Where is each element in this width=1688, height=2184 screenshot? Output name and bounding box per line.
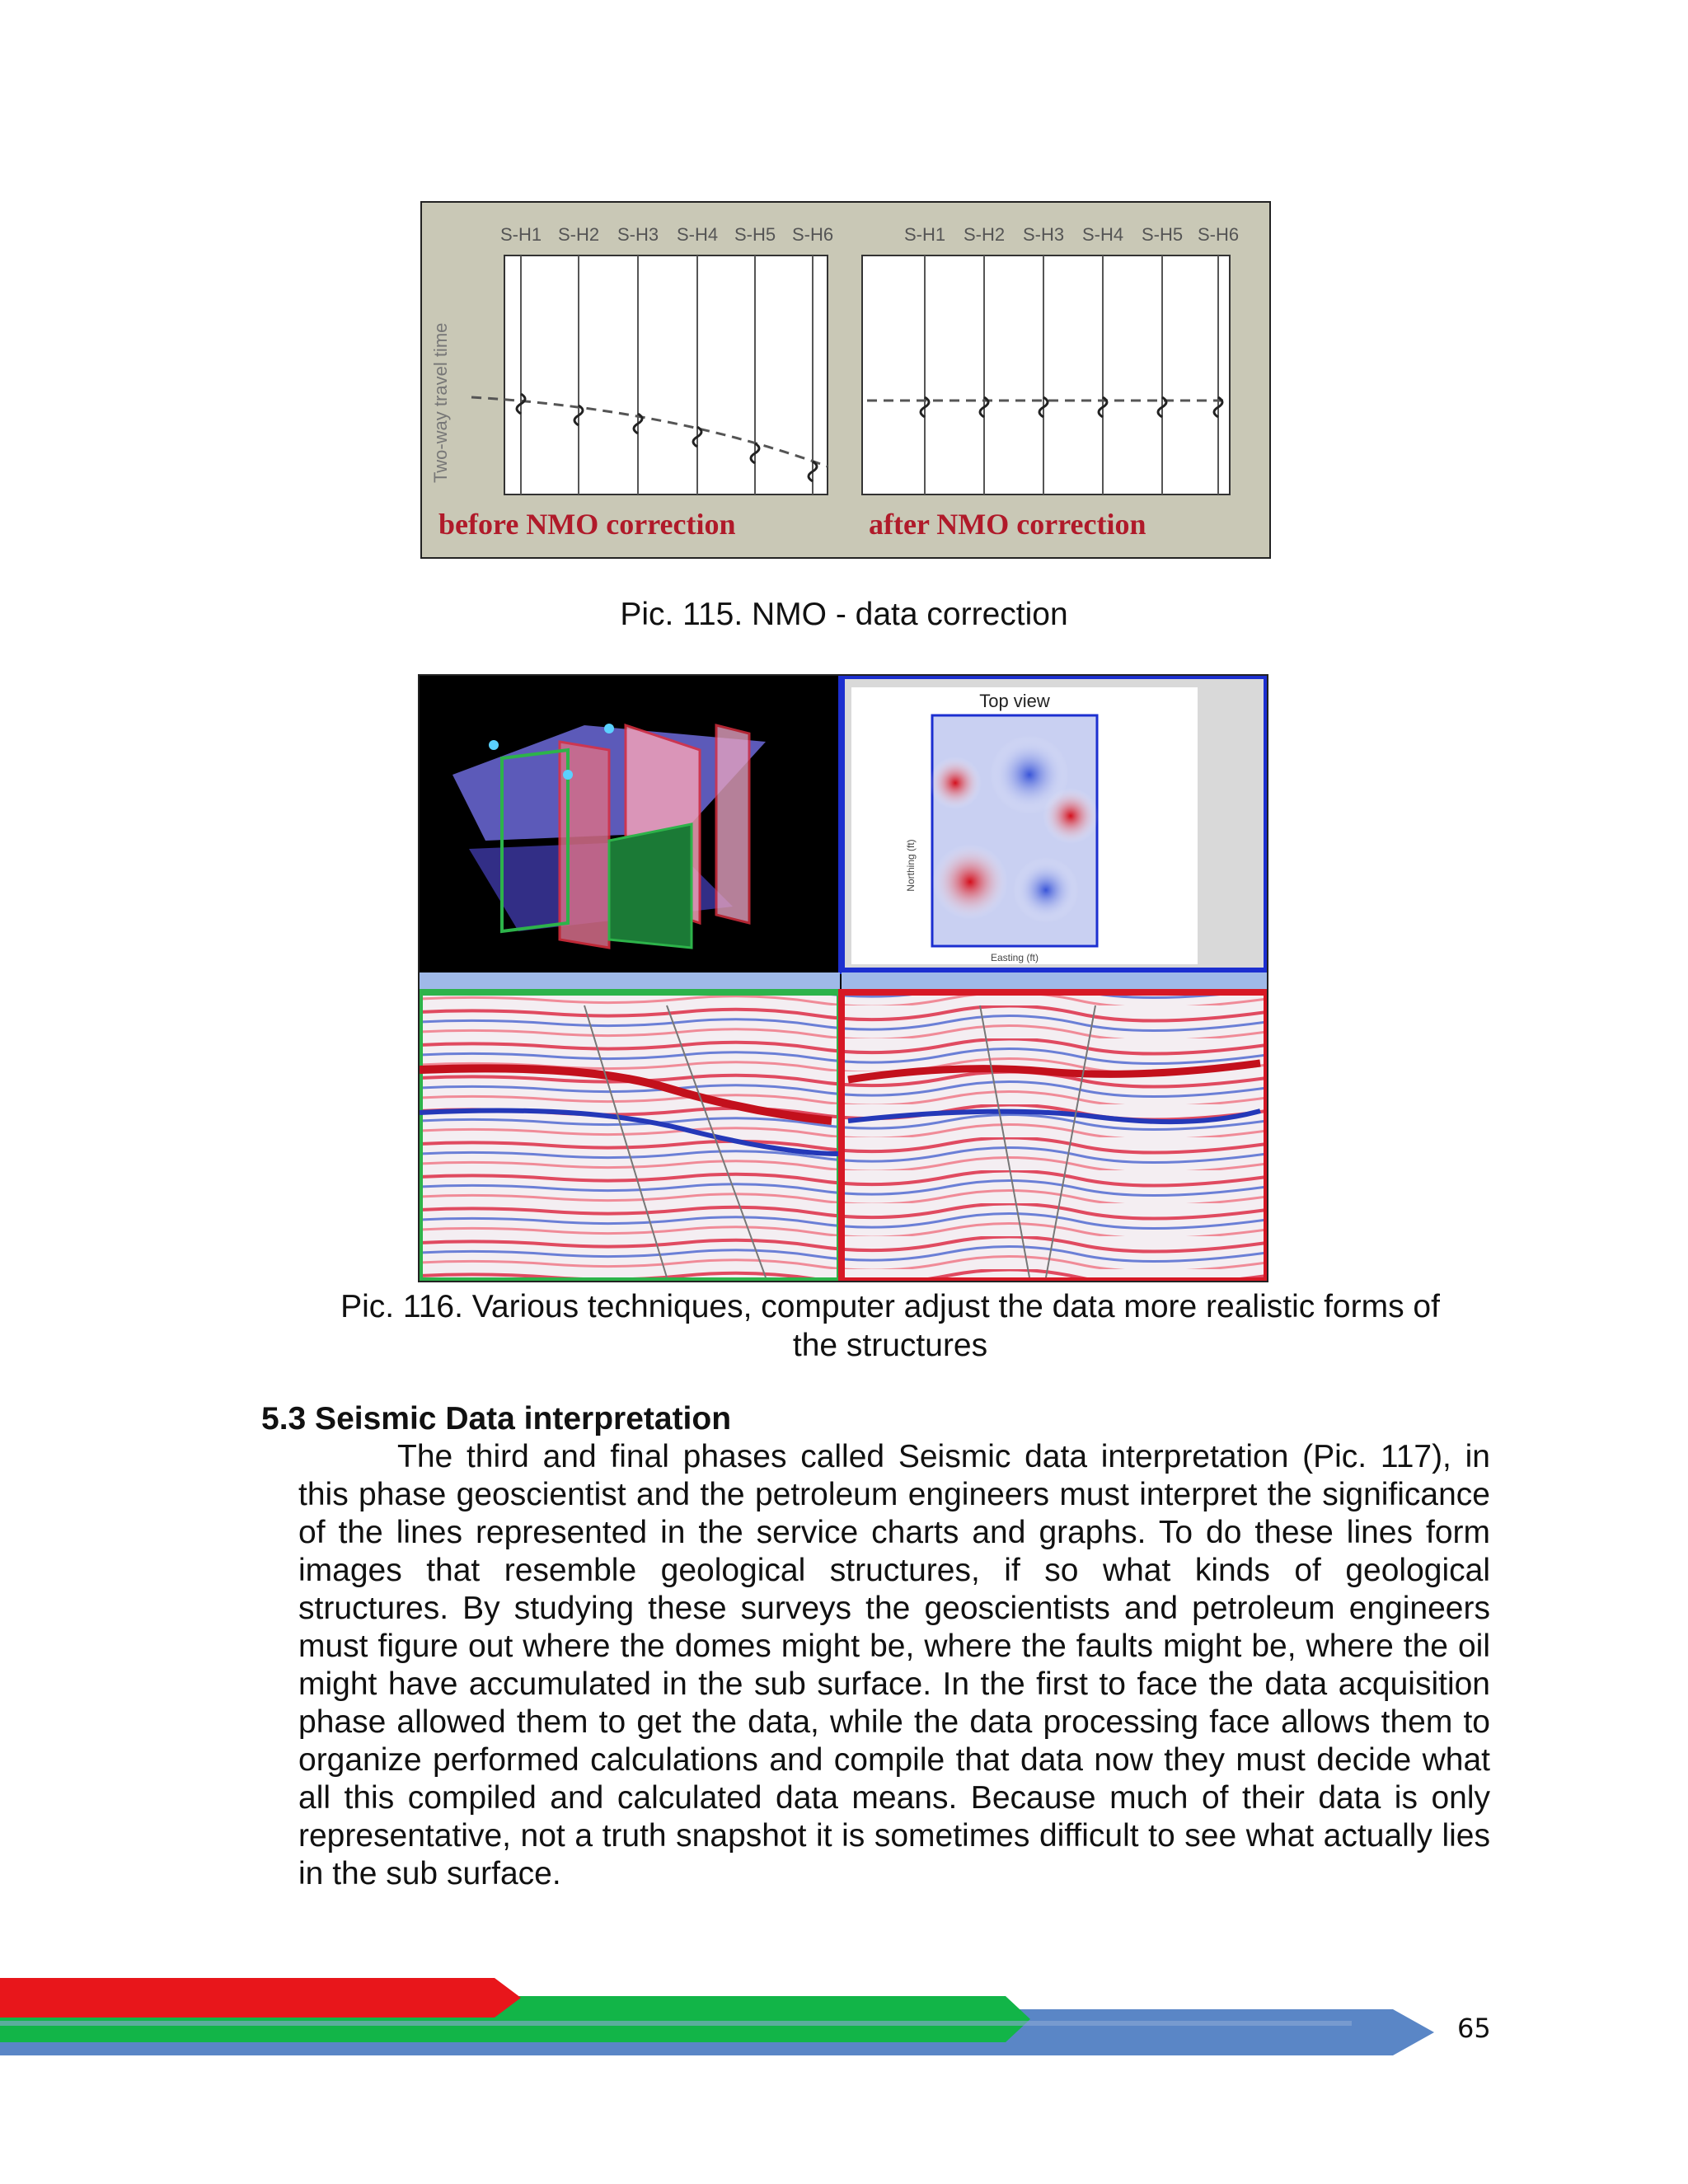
caption-line-2: the structures bbox=[792, 1328, 988, 1363]
figure-115-caption: Pic. 115. NMO - data correction bbox=[620, 597, 1068, 632]
sensor-label: S-H3 bbox=[1022, 224, 1065, 245]
sensor-label: S-H4 bbox=[676, 224, 719, 245]
figure-116-caption bbox=[313, 1287, 1467, 1365]
sensor-label: S-H6 bbox=[791, 224, 834, 245]
seismic-visualization-figure bbox=[418, 674, 1268, 1282]
sensor-label: S-H5 bbox=[1141, 224, 1184, 245]
sensor-label: S-H2 bbox=[557, 224, 600, 245]
sensor-label: S-H1 bbox=[499, 224, 542, 245]
sensor-label: S-H5 bbox=[734, 224, 776, 245]
sensor-label: S-H2 bbox=[963, 224, 1006, 245]
footer-arrow-bar bbox=[0, 1970, 1451, 2060]
seismic-figure-graphic bbox=[420, 676, 1267, 1281]
top-view-label: Top view bbox=[979, 691, 1050, 711]
after-label: after NMO correction bbox=[869, 508, 1146, 541]
body-paragraph: The third and final phases called Seismic data interpretation (Pic. 117), in this phase geoscientist and the petroleum engineers must interpret the significance of the lines represented in the service charts and graphs. To do these lines form images that resemble geological structures, if so what kinds of geological structures. By studying these surveys the geoscientists and petroleum engineers must figure out where the domes might be, where the faults might be, where the oil might have accumulated in the sub surface. In the first to face the data acquisition phase allowed them to get the data, while the data processing face allows them to organize performed calculations and compile that data now they must decide what all this compiled and calculated data means. Because much of their data is only representative, not a truth snapshot it is sometimes difficult to see what actually lies in the sub surface. bbox=[298, 1439, 1490, 1891]
page-number: 65 bbox=[1457, 2013, 1491, 2044]
nmo-figure-graphic bbox=[422, 203, 1269, 557]
section-heading: 5.3 Seismic Data interpretation bbox=[261, 1401, 732, 1436]
caption-line-1: Pic. 116. Various techniques, computer adjust the data more realistic forms of bbox=[340, 1289, 1440, 1324]
sensor-label: S-H6 bbox=[1197, 224, 1240, 245]
before-label: before NMO correction bbox=[438, 508, 736, 541]
sensor-label: S-H1 bbox=[903, 224, 946, 245]
northing-label: Northing (ft) bbox=[905, 839, 917, 892]
nmo-correction-figure bbox=[420, 201, 1271, 559]
axis-label: Two-way travel time bbox=[430, 322, 451, 483]
easting-label: Easting (ft) bbox=[990, 952, 1039, 963]
sensor-label: S-H3 bbox=[617, 224, 659, 245]
sensor-label: S-H4 bbox=[1081, 224, 1124, 245]
